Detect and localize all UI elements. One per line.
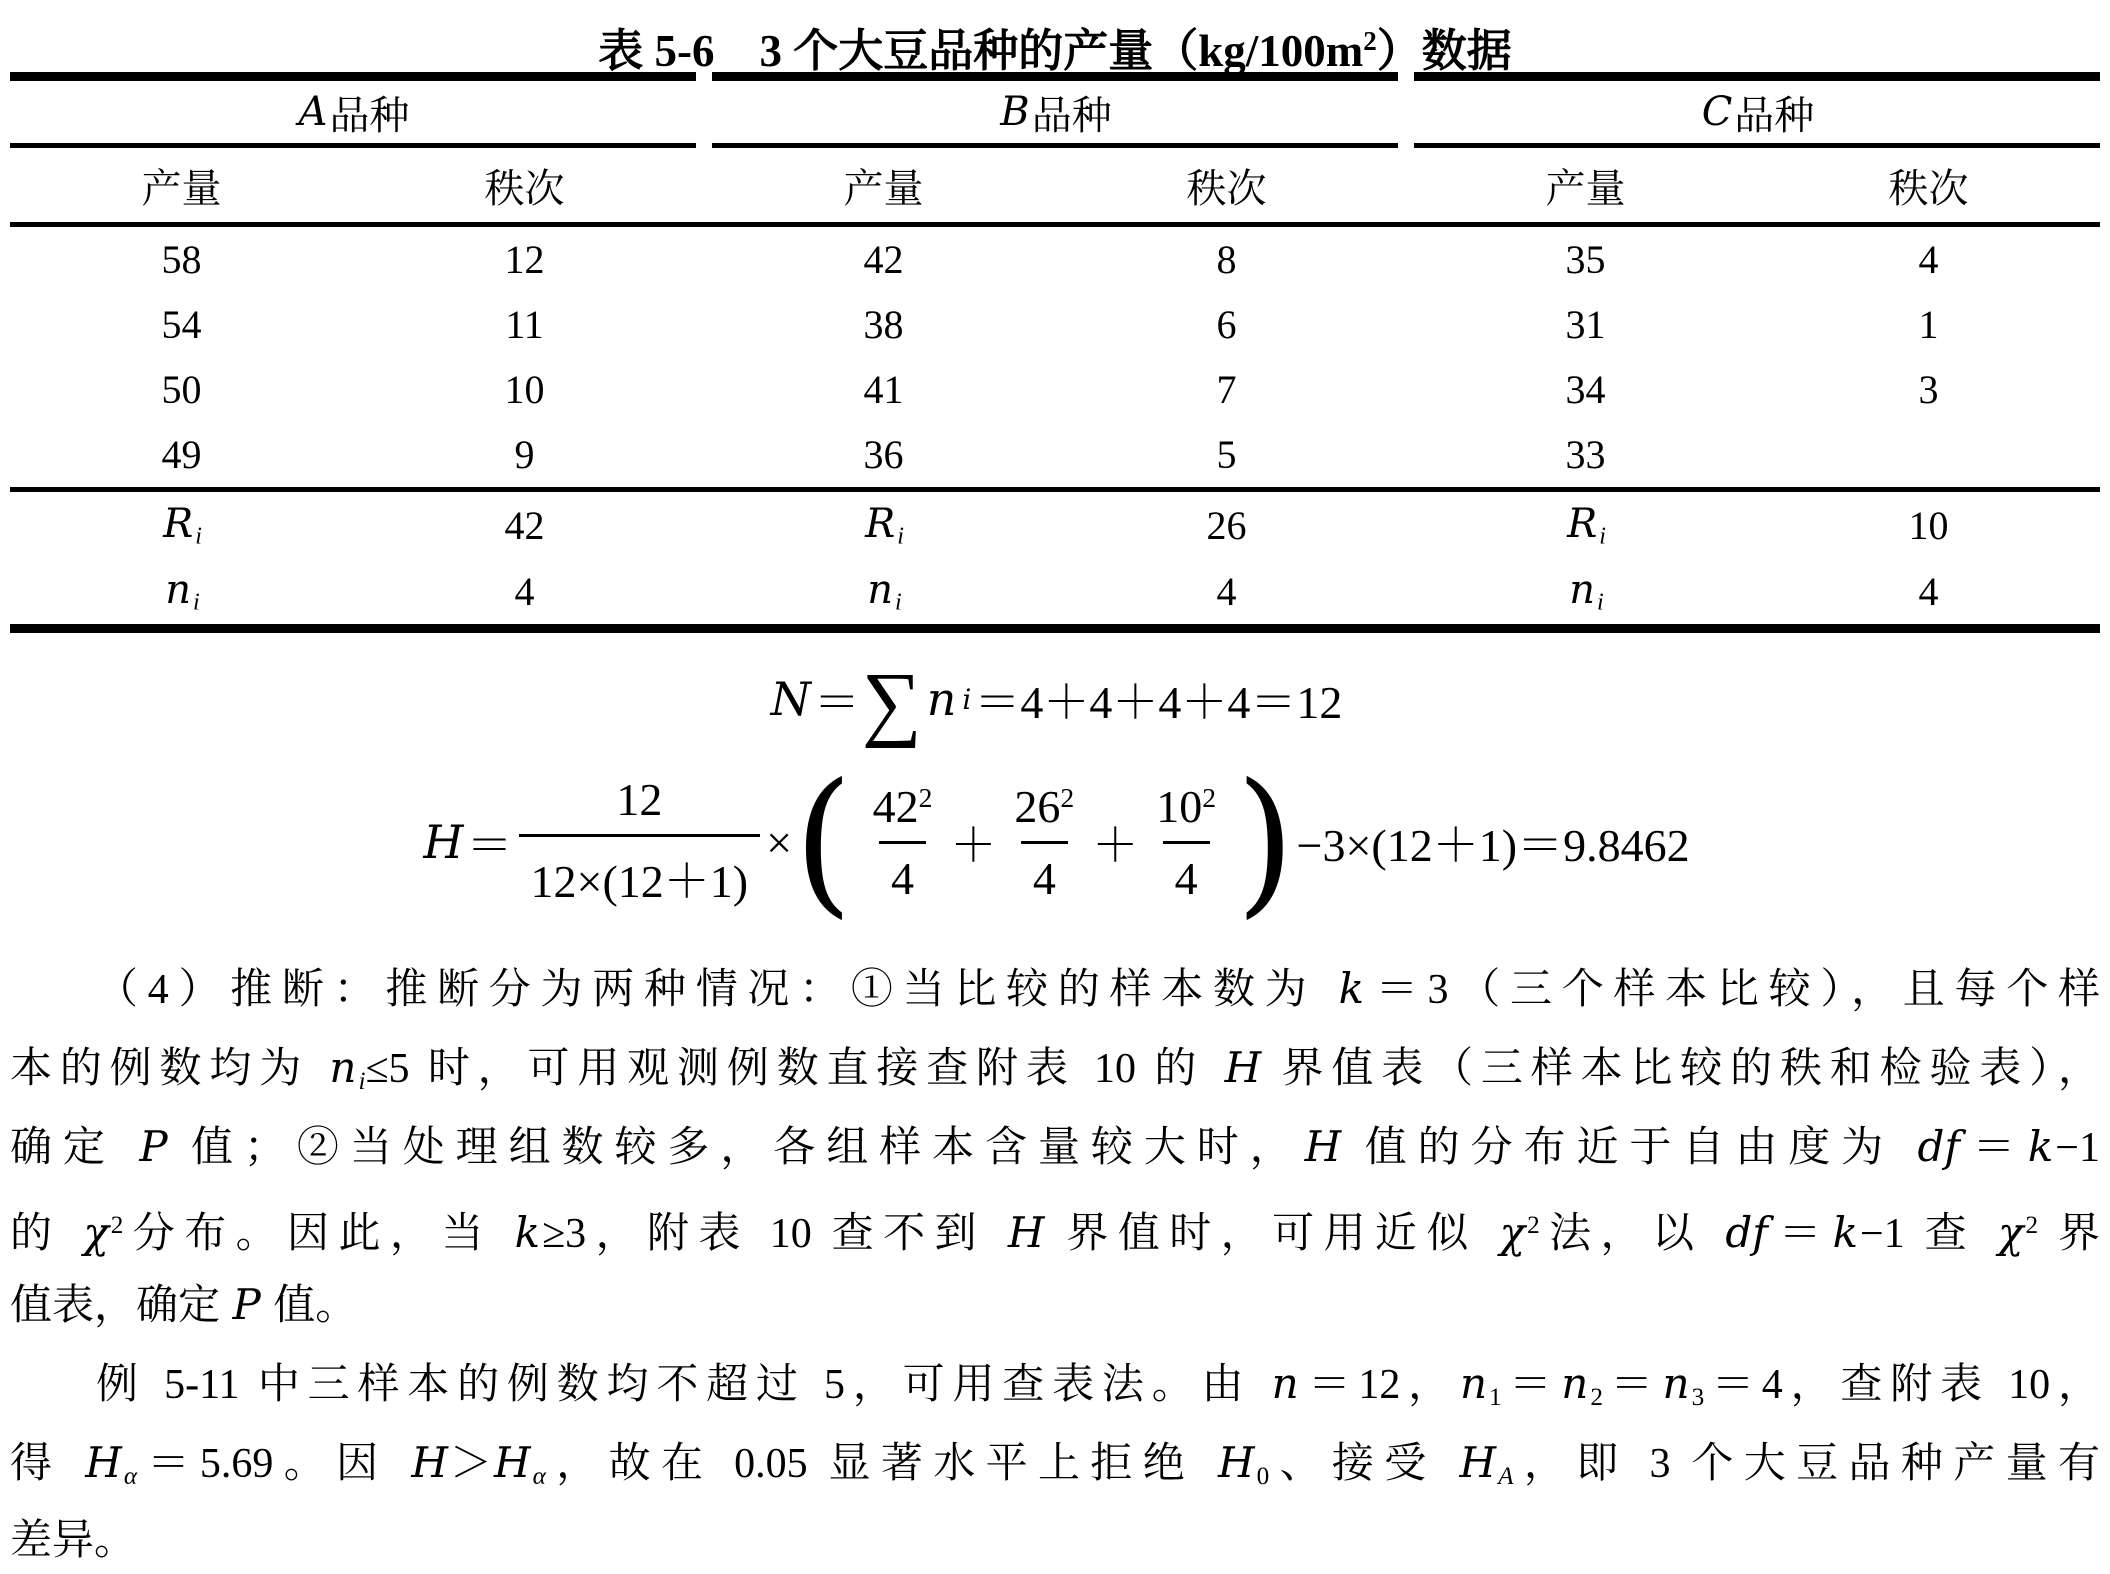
- col-header-rank: 秩次: [1888, 165, 1969, 211]
- cell-b-yield: 41: [863, 367, 904, 412]
- value-ni-c: 4: [1918, 568, 1939, 614]
- cell-c-rank: 1: [1918, 302, 1939, 347]
- term-fraction: $\frac{10^2}{4}$: [1156, 780, 1217, 904]
- value-ni-a: 4: [514, 568, 535, 614]
- cell-a-yield: 49: [161, 432, 202, 477]
- cell-b-yield: 38: [863, 302, 904, 347]
- right-paren: ): [1236, 750, 1295, 934]
- value-ni-b: 4: [1216, 568, 1237, 614]
- cell-a-rank: 11: [505, 302, 544, 347]
- text-line: 确定 P 值；②当处理组数较多，各组样本含量较大时，H 值的分布近于自由度为 df＝k−1: [10, 1122, 2100, 1171]
- label-ni: ni: [165, 566, 200, 616]
- table-subheader-row: [10, 148, 2100, 222]
- term-fraction: $\frac{26^2}{4}$: [1014, 780, 1075, 904]
- formula-H: H ＝ $\frac{12}{12\times(12+1)}$ × ( $\frac{42^2}{4}$ ＋ $\frac{26^2}{4}$ ＋ $\frac{10^2}{4}$ ) −3×(12＋1)＝9.8462: [0, 751, 2110, 933]
- text-line: 例 5-11 中三样本的例数均不超过 5，可用查表法。由 n＝12，n1＝n2＝n3＝4，查附表 10，: [96, 1359, 2100, 1412]
- cell-a-rank: 10: [504, 367, 545, 412]
- table-row: [10, 292, 2100, 357]
- cell-b-yield: 36: [863, 432, 904, 477]
- label-Ri: Ri: [1567, 500, 1606, 550]
- value-Ri-b: 26: [1206, 502, 1247, 548]
- cell-a-yield: 58: [161, 237, 202, 282]
- cell-b-rank: 7: [1216, 367, 1237, 412]
- table-row: [10, 422, 2100, 487]
- col-header-rank: 秩次: [484, 165, 565, 211]
- text-line: 本的例数均为 ni≤5 时，可用观测例数直接查附表 10 的 H 界值表（三样本比较的秩和检验表），: [10, 1043, 2100, 1096]
- formula-H-tail: −3×(12＋1)＝9.8462: [1296, 820, 1690, 871]
- cell-a-rank: 12: [504, 237, 545, 282]
- cell-c-yield: 34: [1565, 367, 1606, 412]
- label-Ri: Ri: [865, 500, 904, 550]
- group-header-b: B 品种: [712, 72, 1398, 148]
- cell-c-yield: 33: [1565, 432, 1606, 477]
- text-line: 值表，确定 P 值。: [10, 1280, 358, 1329]
- text-line: 得 Hα＝5.69。因 H＞Hα，故在 0.05 显著水平上拒绝 H0、接受 HA，即 3 个大豆品种产量有: [10, 1438, 2100, 1491]
- body-text: [10, 949, 2100, 1574]
- left-paren: (: [794, 750, 853, 934]
- col-header-yield: 产量: [1545, 165, 1626, 211]
- col-header-yield: 产量: [843, 165, 924, 211]
- table-row: [10, 227, 2100, 292]
- text-line: （4）推断：推断分为两种情况：①当比较的样本数为 k＝3（三个样本比较），且每个样: [96, 964, 2100, 1013]
- cell-c-rank: 3: [1918, 367, 1939, 412]
- col-header-yield: 产量: [141, 165, 222, 211]
- cell-c-yield: 31: [1565, 302, 1606, 347]
- cell-b-rank: 6: [1216, 302, 1237, 347]
- label-ni: ni: [867, 566, 902, 616]
- value-Ri-c: 10: [1908, 502, 1949, 548]
- label-ni: ni: [1569, 566, 1604, 616]
- text-line: 差异。: [10, 1518, 137, 1564]
- cell-c-yield: 35: [1565, 237, 1606, 282]
- cell-a-yield: 50: [161, 367, 202, 412]
- soybean-yield-table: [10, 72, 2100, 633]
- table-bottom-rule: [10, 624, 2100, 633]
- table-row: [10, 357, 2100, 422]
- group-header-a: A 品种: [10, 72, 696, 148]
- cell-a-yield: 54: [161, 302, 202, 347]
- formula-N-lhs: N: [770, 672, 811, 726]
- cell-b-rank: 5: [1216, 432, 1237, 477]
- term-fraction: $\frac{42^2}{4}$: [872, 780, 933, 904]
- cell-b-rank: 8: [1216, 237, 1237, 282]
- table-summary-row-R: [10, 492, 2100, 558]
- table-summary-row-n: [10, 558, 2100, 624]
- formula-N: N ＝ ∑ n i ＝4＋4＋4＋4＝12: [0, 655, 2110, 743]
- table-caption: 表 5-6 3 个大豆品种的产量$(kg/100m^2)$数据: [598, 25, 1512, 76]
- group-header-c: C 品种: [1414, 72, 2100, 148]
- cell-b-yield: 42: [863, 237, 904, 282]
- text-line: 的 $\chi^2$分布。因此，当 k≥3，附表 10 查不到 H 界值时，可用近似 $\chi^2$法，以 df＝k−1 查 $\chi^2$ 界: [10, 1207, 2100, 1257]
- label-Ri: Ri: [163, 500, 202, 550]
- main-fraction: $\frac{12}{12\times(12+1)}$: [519, 773, 761, 911]
- value-Ri-a: 42: [504, 502, 545, 548]
- formula-H-lhs: H: [423, 815, 464, 869]
- cell-c-rank: 4: [1918, 237, 1939, 282]
- cell-a-rank: 9: [514, 432, 535, 477]
- col-header-rank: 秩次: [1186, 165, 1267, 211]
- table-group-header-row: [10, 72, 2100, 148]
